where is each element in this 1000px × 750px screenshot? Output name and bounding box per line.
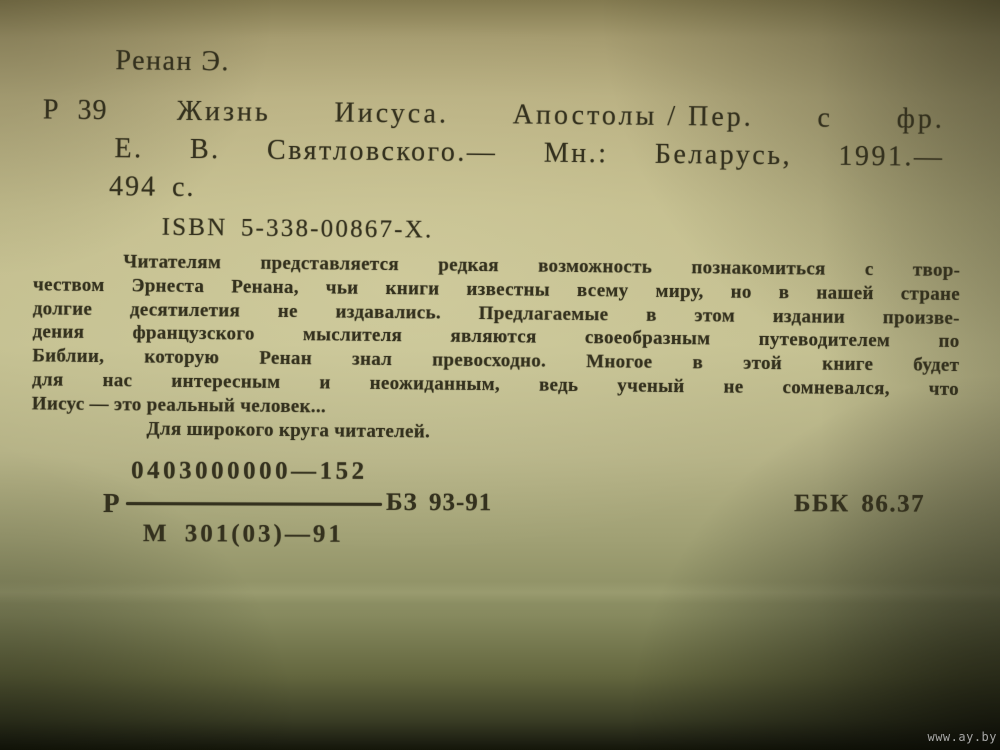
site-watermark: www.ay.by: [927, 730, 997, 744]
title-word: Жизнь: [176, 95, 271, 128]
annotation-line: дения французского мыслителя являются своеобразным путеводителем по: [32, 321, 960, 353]
release-code: БЗ 93-91: [385, 488, 493, 517]
annotation-line: Иисус — это реальный человек...: [31, 393, 327, 418]
catalog-card-denominator: М 301(03)—91: [142, 520, 344, 548]
imprint-line: Е. В. Святловского.— Мн.: Беларусь, 1991.—: [114, 133, 945, 173]
fraction-bar: [126, 502, 382, 506]
title-word: Апостолы / Пер.: [512, 99, 754, 133]
catalog-card-numerator: 0403000000—152: [131, 457, 368, 485]
annotation-line: Читателям представляется редкая возможность познакомиться с твор-: [123, 251, 961, 282]
catalog-card-letter: Р: [102, 488, 120, 519]
catalog-index-code: Р 39: [42, 94, 108, 127]
title-word: с: [817, 102, 834, 134]
pages-count-line: 494 с.: [108, 171, 196, 204]
title-word: фр.: [896, 103, 946, 135]
annotation-line: долгие десятилетия не издавались. Предлагаемые в этом издании произве-: [32, 297, 960, 329]
annotation-line: чеством Эрнеста Ренана, чьи книги известны всему миру, но в нашей стране: [32, 274, 961, 305]
bbk-code: ББК 86.37: [793, 490, 926, 518]
audience-line: Для широкого круга читателей.: [146, 418, 431, 443]
book-author: Ренан Э.: [115, 45, 231, 78]
title-word: Иисуса.: [334, 97, 450, 130]
annotation-line: Библии, которую Ренан знал превосходно. Многое в этой книге будет: [32, 345, 960, 377]
annotation-line: для нас интересным и неожиданным, ведь ученый не сомневался, что: [31, 369, 960, 400]
isbn-line: ISBN 5-338-00867-X.: [161, 213, 434, 244]
